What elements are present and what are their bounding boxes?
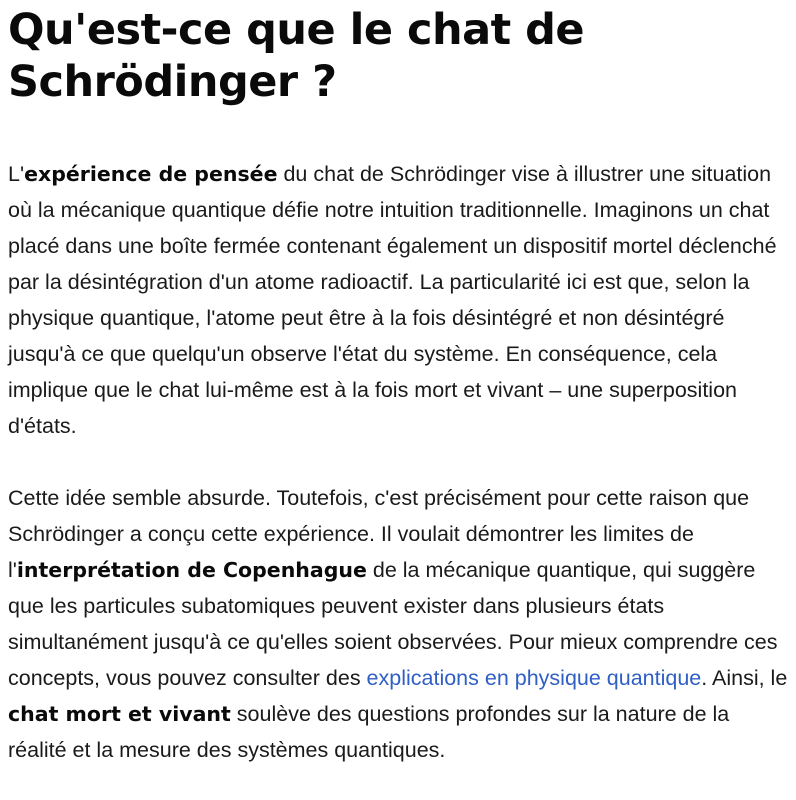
p1-bold-thought-experiment: expérience de pensée	[24, 162, 278, 186]
article-title: Qu'est-ce que le chat de Schrödinger ?	[8, 5, 585, 107]
p2-bold-copenhagen: interprétation de Copenhague	[16, 558, 367, 582]
p1-text-2: du chat de Schrödinger vise à illustrer une situation où la mécanique quantique défie notre intuition traditionnelle. Imaginons un chat placé dans une boîte fermée contenant également un dispositif mortel déclenché par la désintégration d'un atome radioactif. La particularité ici est que, selon la physique quantique, l'atome peut être à la fois désintégré et non désintégré jusqu'à ce que quelqu'un observe l'état du système. En conséquence, cela implique que le chat lui-même est à la fois mort et vivant – une superposition d'états.	[8, 162, 777, 438]
quantum-physics-link[interactable]: explications en physique quantique	[366, 666, 702, 690]
p2-text-1: Cette idée semble absurde. Toutefois, c'est précisément pour cette raison que Schrödinger a conçu cette expérience. Il voulait démontrer les limites de l'	[8, 486, 750, 582]
paragraph-thought-experiment	[8, 156, 792, 444]
p1-text-1: L'	[8, 162, 25, 186]
p2-bold-dead-alive-cat: chat mort et vivant	[8, 702, 231, 726]
p2-text-2: de la mécanique quantique, qui suggère que les particules subatomiques peuvent exister dans plusieurs états simultanément jusqu'à ce qu'elles soient observées. Pour mieux comprendre ces concepts, vous pouvez consulter des	[8, 558, 778, 690]
paragraph-copenhagen	[8, 480, 792, 768]
p2-text-4: soulève des questions profondes sur la nature de la réalité et la mesure des systèmes quantiques.	[8, 702, 730, 762]
p2-text-3: . Ainsi, le	[701, 666, 788, 690]
article	[8, 0, 792, 768]
